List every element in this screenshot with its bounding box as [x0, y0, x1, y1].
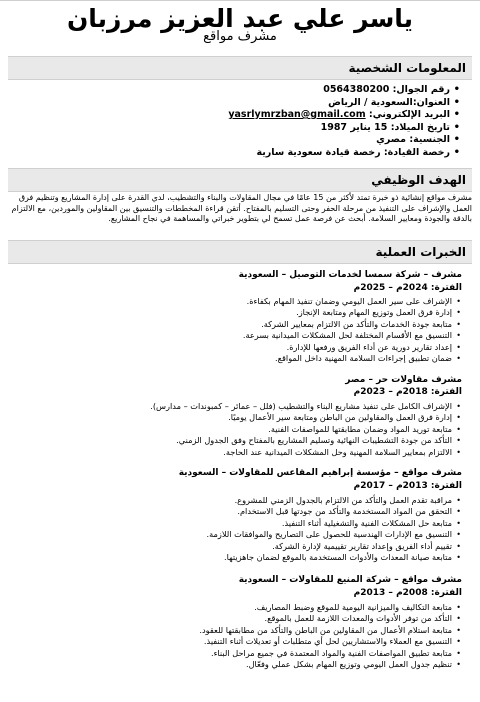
job-4-tasks: [6, 602, 452, 670]
job-4-task: • متابعة استلام الأعمال من المقاولين من الباطن والتأكد من مطابقتها للعقود.: [6, 625, 452, 636]
job-1-period: الفترة: 2024م – 2025م: [353, 283, 462, 293]
experience-heading-bar: [8, 240, 472, 264]
job-3-task: • التنسيق مع الإدارات الهندسية للحصول على التصاريح والموافقات اللازمة.: [6, 529, 452, 540]
job-1-task: • متابعة جودة الخدمات والتأكد من الالتزام بمعايير الشركة.: [6, 319, 452, 330]
applicant-job-title: مشرف مواقع: [203, 29, 277, 44]
job-2-title: مشرف مقاولات حر – مصر: [345, 375, 462, 385]
job-3-task: • مراقبة تقدم العمل والتأكد من الالتزام بالجدول الزمني للمشروع.: [6, 495, 452, 506]
job-4-task: • متابعة التكاليف والميزانية اليومية للموقع وضبط المصاريف.: [6, 602, 452, 613]
job-1-title: مشرف – شركة سمسا لخدمات التوصيل – السعودية: [238, 270, 462, 280]
job-1-task: • ضمان تطبيق إجراءات السلامة المهنية داخل المواقع.: [6, 353, 452, 364]
job-1-task: • الإشراف على سير العمل اليومي وضمان تنفيذ المهام بكفاءة.: [6, 296, 452, 307]
job-2-task: • الالتزام بمعايير السلامة المهنية وحل المشكلات الميدانية عند الحاجة.: [6, 447, 452, 458]
job-3-task: • تقييم أداء الفريق وإعداد تقارير تقييمية لإدارة الشركة.: [6, 541, 452, 552]
address-value: السعودية / الرياض: [328, 96, 413, 108]
job-2-task: • التأكد من جودة التشطيبات النهائية وتسليم المشاريع بالمفتاح وفق الجدول الزمني.: [6, 435, 452, 446]
job-3-task: • متابعة حل المشكلات الفنية والتشغيلية أثناء التنفيذ.: [6, 518, 452, 529]
job-3-title: مشرف مواقع – مؤسسة إبراهيم المقاعس للمقاولات – السعودية: [178, 468, 462, 478]
job-1-task: • التنسيق مع الأقسام المختلفة لحل المشكلات الميدانية بسرعة.: [6, 330, 452, 341]
birthdate-label: تاريخ الميلاد:: [390, 121, 450, 133]
job-2-period: الفترة: 2018م – 2023م: [353, 387, 462, 397]
personal-info-item-address: [100, 97, 450, 110]
objective-text: مشرف مواقع إنشائية ذو خبرة تمتد لأكثر من 15 عامًا في مجال المقاولات والبناء والتشطيب، لدي القدرة على إدارة المشاريع وتنظيم فرق العمل والإشراف على التنفيذ من مرحلة الحفر وحتى التسليم بالمفتاح. أتقن قراءة المخططات والتنسيق بين المقاولين والموردين، مع الالتزام بالدقة والجودة ومعايير السلامة. أبحث عن فرصة عمل تسمح لي بتطوير خبراتي والمساهمة في نجاح المشاريع.: [11, 193, 472, 223]
phone-label: رقم الجوال:: [392, 84, 450, 95]
nationality-label: الجنسية:: [409, 134, 450, 145]
personal-info-item-birthdate: [100, 122, 450, 135]
job-1-task: • إدارة فرق العمل وتوزيع المهام ومتابعة الإنجاز.: [6, 307, 452, 318]
license-label: رخصة القيادة:: [383, 146, 450, 158]
personal-info-item-license: [100, 147, 450, 160]
license-value: رخصة قيادة سعودية سارية: [256, 146, 381, 158]
job-4-title: مشرف مواقع – شركة المنيع للمقاولات – السعودية: [238, 575, 462, 585]
personal-info-heading: المعلومات الشخصية: [348, 61, 466, 75]
personal-info-item-nationality: [100, 134, 450, 147]
job-4-task: • التأكد من توفر الأدوات والمعدات اللازمة للعمل بالموقع.: [6, 613, 452, 624]
personal-info-heading-bar: [8, 56, 472, 80]
job-3-tasks: [6, 495, 452, 563]
job-3-task: • متابعة صيانة المعدات والأدوات المستخدمة بالموقع لضمان جاهزيتها.: [6, 552, 452, 563]
objective-heading: الهدف الوظيفي: [371, 173, 466, 187]
email-label: البريد الإلكتروني:: [368, 109, 450, 120]
job-1-tasks: [6, 296, 452, 364]
job-2-task: • الإشراف الكامل على تنفيذ مشاريع البناء والتشطيب (فلل – عمائر – كمبوندات – مدارس).: [6, 401, 452, 412]
email-link[interactable]: yasrlymrzban@gmail.com: [228, 109, 366, 120]
personal-info-list: [100, 84, 462, 159]
job-1-task: • إعداد تقارير دورية عن أداء الفريق ورفعها للإدارة.: [6, 342, 452, 353]
applicant-name: ياسر علي عبد العزيز مرزبان: [66, 4, 414, 33]
phone-value: 0564380200: [323, 84, 390, 95]
experience-heading: الخبرات العملية: [375, 245, 466, 259]
job-4-task: • التنسيق مع العملاء والاستشاريين لحل أي متطلبات أو تعديلات أثناء التنفيذ.: [6, 636, 452, 647]
job-4-task: • تنظيم جدول العمل اليومي وتوزيع المهام بشكل عملي وفعّال.: [6, 659, 452, 670]
address-label: العنوان:: [412, 96, 450, 108]
personal-info-item-email: [100, 109, 450, 122]
birthdate-value: 15 يناير 1987: [320, 121, 388, 133]
job-2-tasks: [6, 401, 452, 458]
top-divider: [0, 0, 480, 1]
job-2-task: • إدارة فرق العمل والمقاولين من الباطن ومتابعة سير الأعمال يوميًا.: [6, 412, 452, 423]
personal-info-item-phone: [100, 84, 450, 97]
job-4-task: • متابعة تطبيق المواصفات الفنية والمواد المعتمدة في جميع مراحل البناء.: [6, 648, 452, 659]
job-4-period: الفترة: 2008م – 2013م: [353, 588, 462, 598]
objective-heading-bar: [8, 168, 472, 192]
nationality-value: مصري: [376, 134, 407, 145]
job-3-task: • التحقق من المواد المستخدمة والتأكد من جودتها قبل الاستخدام.: [6, 506, 452, 517]
job-2-task: • متابعة توريد المواد وضمان مطابقتها للمواصفات الفنية.: [6, 424, 452, 435]
job-3-period: الفترة: 2013م – 2017م: [353, 481, 462, 491]
